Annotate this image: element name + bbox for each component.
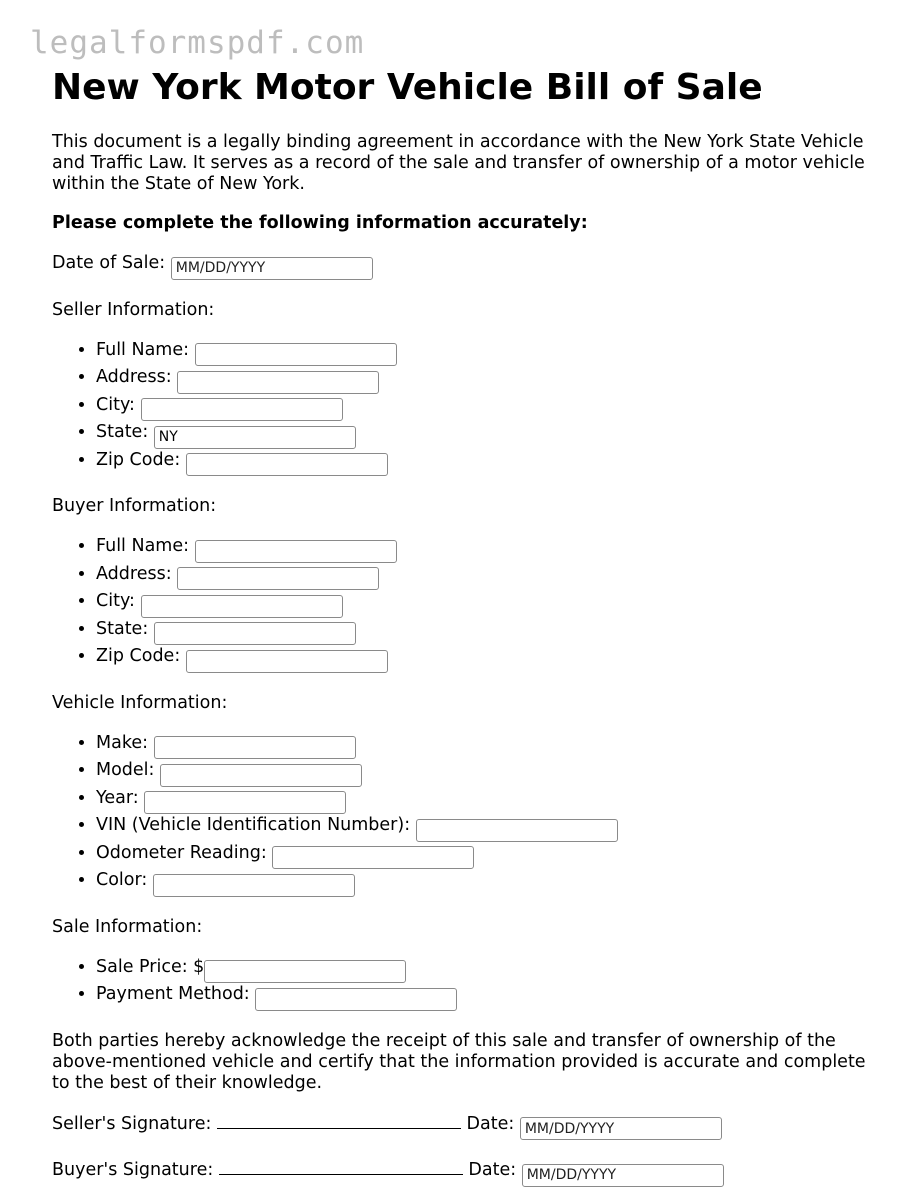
date-of-sale-label: Date of Sale: bbox=[52, 253, 166, 273]
buyer-full-name-input[interactable] bbox=[195, 540, 397, 563]
vehicle-vin-item bbox=[96, 814, 882, 842]
seller-zip-item bbox=[96, 449, 882, 477]
vehicle-year-label: Year: bbox=[96, 787, 139, 808]
vehicle-odometer-label: Odometer Reading: bbox=[96, 842, 267, 863]
vehicle-make-item bbox=[96, 732, 882, 760]
buyer-heading: Buyer Information: bbox=[52, 496, 217, 516]
buyer-city-label: City: bbox=[96, 591, 135, 611]
payment-method-input[interactable] bbox=[255, 988, 457, 1011]
watermark: legalformspdf.com bbox=[30, 25, 365, 61]
buyer-fields bbox=[52, 535, 882, 673]
seller-city-input[interactable] bbox=[141, 398, 343, 421]
buyer-signature-row bbox=[52, 1159, 882, 1187]
vehicle-color-input[interactable] bbox=[153, 874, 355, 897]
buyer-city-item bbox=[96, 590, 882, 618]
seller-signature-line[interactable] bbox=[217, 1113, 461, 1129]
seller-signature-row bbox=[52, 1113, 882, 1141]
buyer-address-input[interactable] bbox=[177, 567, 379, 590]
buyer-state-label: State: bbox=[96, 618, 149, 639]
sale-fields bbox=[52, 956, 882, 1011]
vehicle-year-input[interactable] bbox=[144, 791, 346, 814]
payment-method-label: Payment Method: bbox=[96, 984, 250, 1004]
seller-city-label: City: bbox=[96, 394, 135, 415]
vehicle-year-item bbox=[96, 787, 882, 815]
date-of-sale-input[interactable] bbox=[171, 257, 373, 280]
buyer-date-input[interactable] bbox=[522, 1164, 724, 1187]
vehicle-make-input[interactable] bbox=[154, 736, 356, 759]
bill-of-sale-document bbox=[52, 66, 882, 1187]
seller-state-item bbox=[96, 421, 882, 449]
page-title: New York Motor Vehicle Bill of Sale bbox=[52, 67, 763, 108]
buyer-date-label: Date: bbox=[468, 1160, 517, 1180]
buyer-state-item bbox=[96, 618, 882, 646]
buyer-city-input[interactable] bbox=[141, 595, 343, 618]
seller-address-input[interactable] bbox=[177, 371, 379, 394]
vehicle-odometer-item bbox=[96, 842, 882, 870]
vehicle-odometer-input[interactable] bbox=[272, 846, 474, 869]
buyer-address-label: Address: bbox=[96, 563, 172, 584]
buyer-address-item bbox=[96, 563, 882, 591]
intro-paragraph: This document is a legally binding agreement in accordance with the New York State Vehicle and Traffic Law. It serves as a record of the sale and transfer of ownership of a motor vehicle within the State of New York. bbox=[52, 132, 865, 194]
vehicle-vin-input[interactable] bbox=[416, 819, 618, 842]
seller-state-input[interactable] bbox=[154, 426, 356, 449]
seller-city-item bbox=[96, 394, 882, 422]
payment-method-item bbox=[96, 983, 882, 1011]
seller-date-label: Date: bbox=[466, 1113, 515, 1134]
seller-fields bbox=[52, 339, 882, 477]
buyer-full-name-item bbox=[96, 535, 882, 563]
buyer-full-name-label: Full Name: bbox=[96, 536, 190, 556]
buyer-signature-label: Buyer's Signature: bbox=[52, 1160, 214, 1180]
vehicle-fields bbox=[52, 732, 882, 897]
vehicle-color-label: Color: bbox=[96, 870, 148, 890]
vehicle-model-item bbox=[96, 759, 882, 787]
seller-address-item bbox=[96, 366, 882, 394]
acknowledgment-paragraph: Both parties hereby acknowledge the receipt of this sale and transfer of ownership of the above-mentioned vehicle and certify that the information provided is accurate and complete to the best of their knowledge. bbox=[52, 1030, 866, 1093]
sale-heading: Sale Information: bbox=[52, 916, 203, 937]
buyer-zip-input[interactable] bbox=[186, 650, 388, 673]
vehicle-make-label: Make: bbox=[96, 732, 148, 753]
vehicle-model-input[interactable] bbox=[160, 764, 362, 787]
seller-state-label: State: bbox=[96, 422, 149, 442]
buyer-zip-item bbox=[96, 645, 882, 673]
vehicle-color-item bbox=[96, 869, 882, 897]
seller-zip-label: Zip Code: bbox=[96, 449, 181, 470]
vehicle-model-label: Model: bbox=[96, 760, 155, 780]
vehicle-vin-label: VIN (Vehicle Identification Number): bbox=[96, 815, 411, 835]
seller-full-name-item bbox=[96, 339, 882, 367]
buyer-zip-label: Zip Code: bbox=[96, 646, 181, 666]
seller-full-name-input[interactable] bbox=[195, 343, 397, 366]
seller-zip-input[interactable] bbox=[186, 453, 388, 476]
seller-heading: Seller Information: bbox=[52, 299, 215, 320]
sale-price-input[interactable] bbox=[204, 960, 406, 983]
buyer-signature-line[interactable] bbox=[219, 1159, 463, 1175]
sale-price-item bbox=[96, 956, 882, 984]
date-of-sale-row bbox=[52, 253, 882, 280]
seller-address-label: Address: bbox=[96, 367, 172, 387]
seller-signature-label: Seller's Signature: bbox=[52, 1113, 212, 1134]
seller-full-name-label: Full Name: bbox=[96, 339, 190, 360]
vehicle-heading: Vehicle Information: bbox=[52, 692, 228, 713]
instructions: Please complete the following information accurately: bbox=[52, 213, 588, 233]
buyer-state-input[interactable] bbox=[154, 622, 356, 645]
sale-price-label: Sale Price: $ bbox=[96, 956, 205, 977]
seller-date-input[interactable] bbox=[520, 1117, 722, 1140]
